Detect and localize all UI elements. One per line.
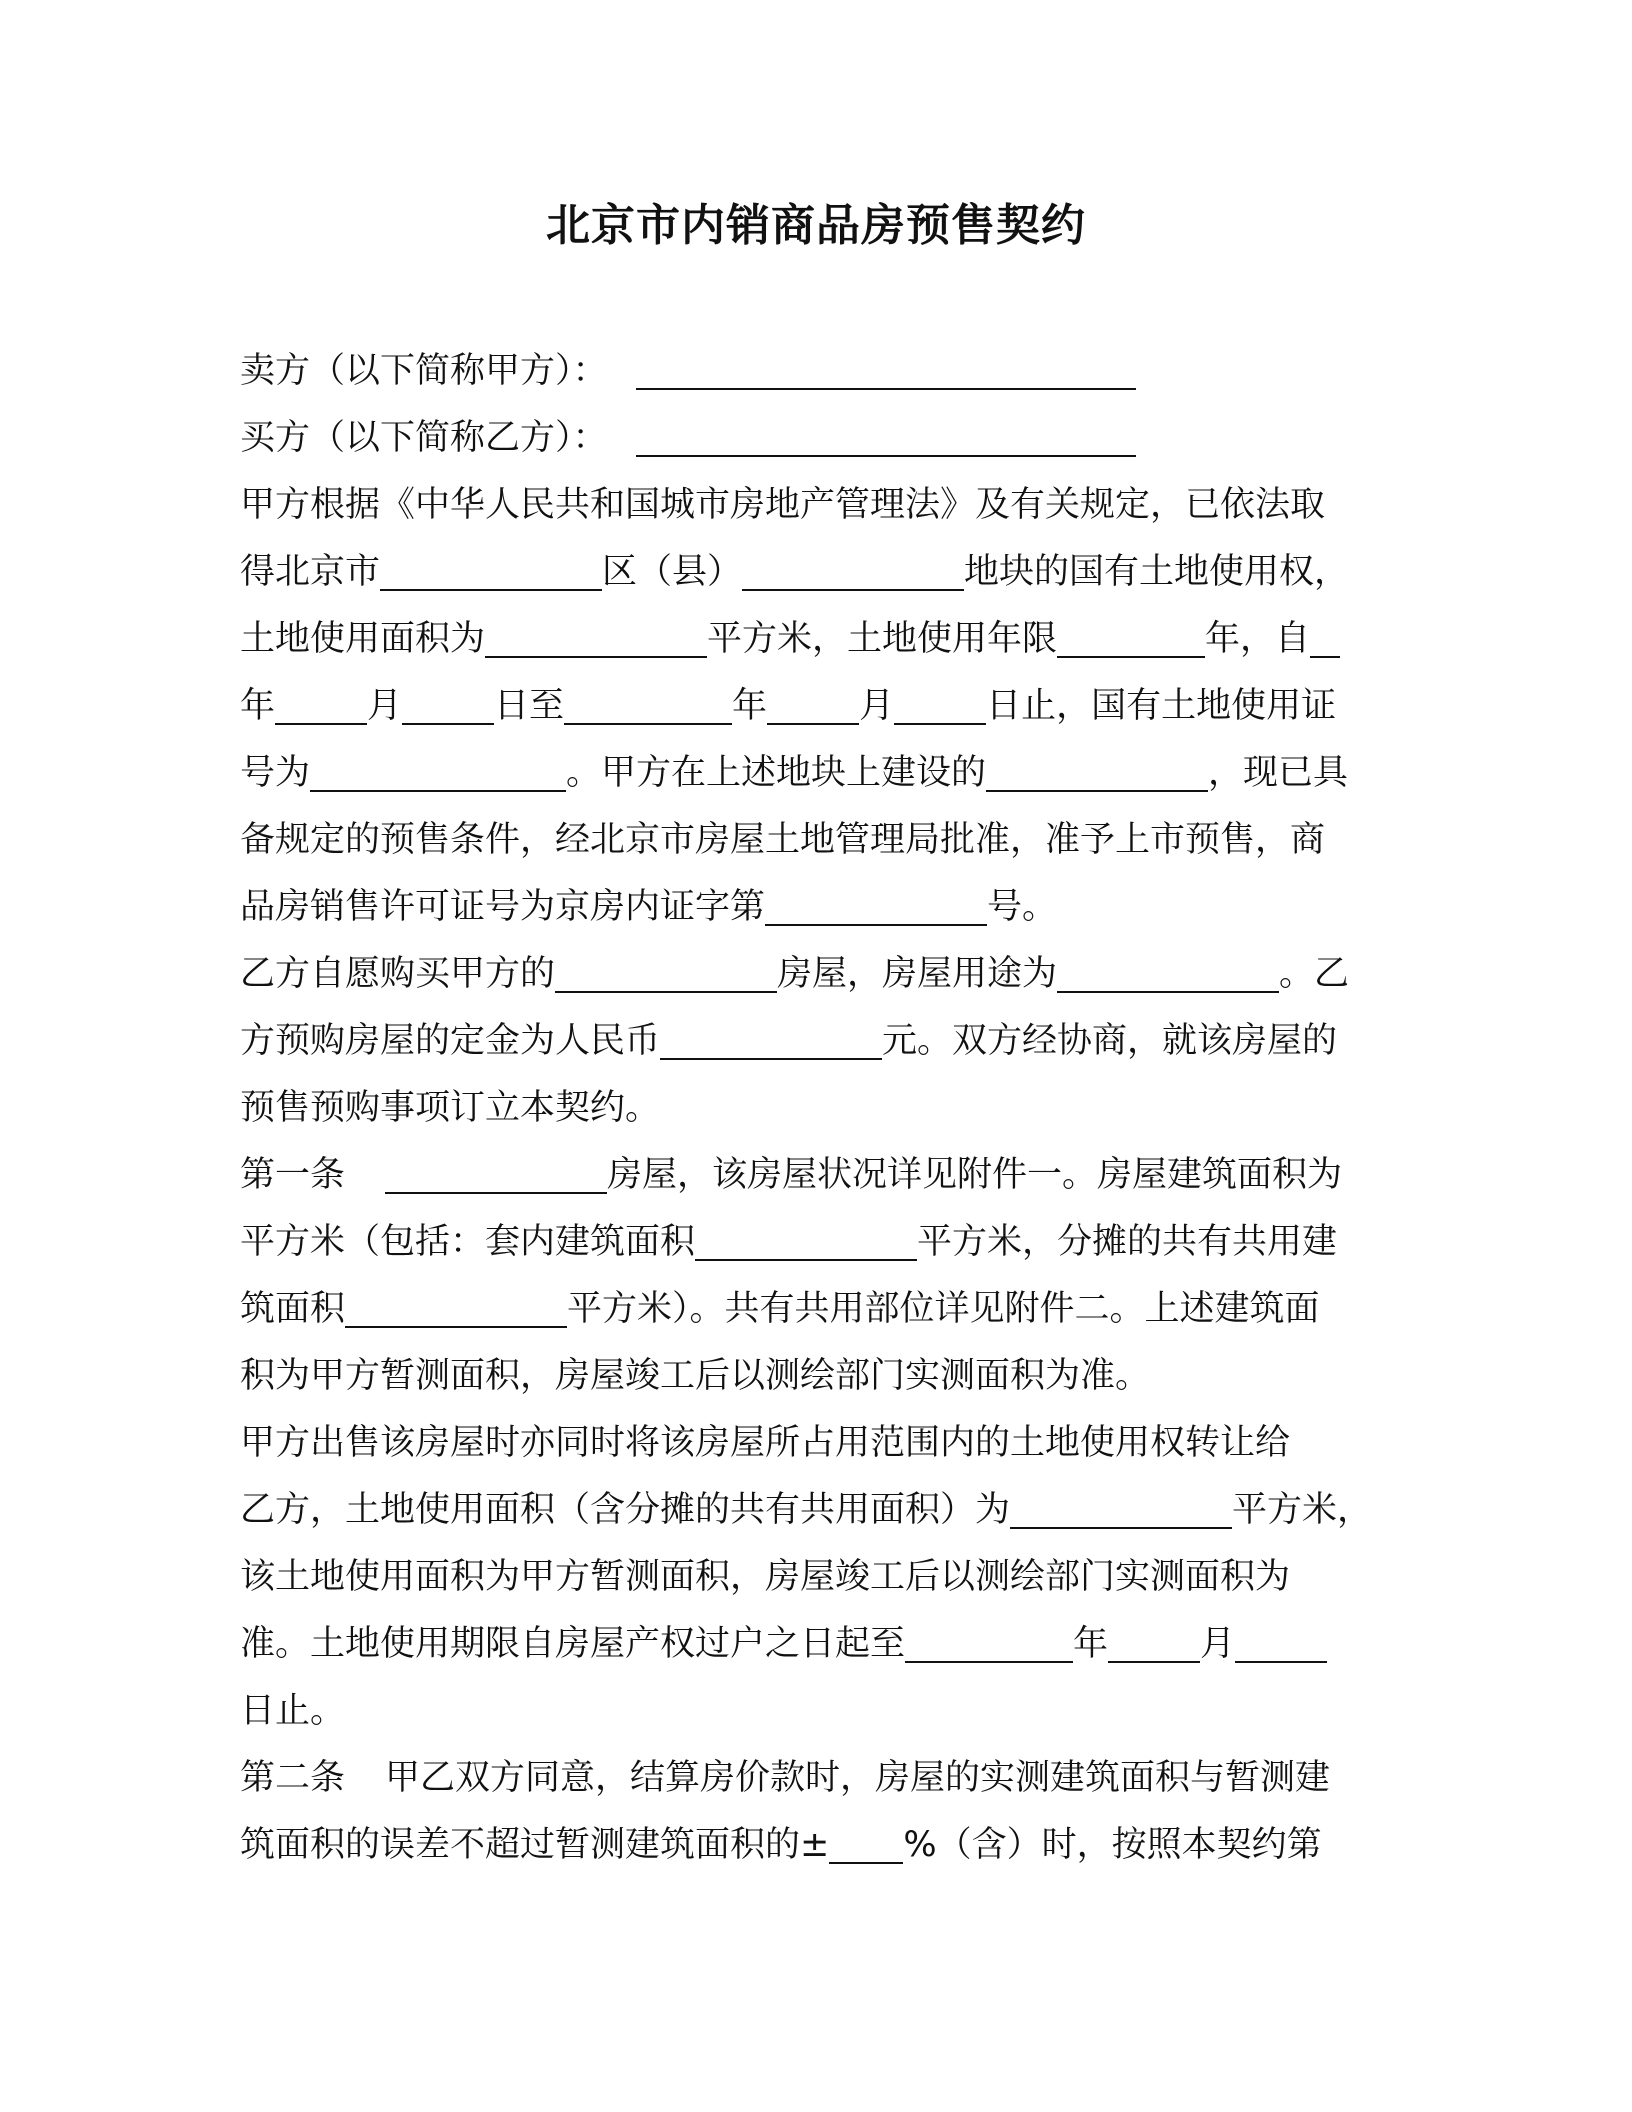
text-segment: 元。双方经协商，就该房屋的 <box>882 1021 1338 1061</box>
text-segment: 土地使用面积为 <box>240 619 486 659</box>
text-segment: 预售预购事项订立本契约。 <box>240 1088 661 1128</box>
article-one-house-blank[interactable] <box>385 1152 607 1194</box>
building-name-blank[interactable] <box>986 750 1208 792</box>
text-segment: 得北京市 <box>240 552 381 592</box>
term-end-month-blank[interactable] <box>1108 1621 1200 1663</box>
text-segment: 日至 <box>494 686 565 726</box>
contract-body <box>240 338 1390 1879</box>
area-error-percent-blank[interactable] <box>829 1822 903 1864</box>
end-day-blank[interactable] <box>894 683 986 725</box>
paragraph-line <box>240 472 1390 539</box>
paragraph-line <box>240 673 1390 740</box>
text-segment: 日止，国有土地使用证 <box>986 686 1337 726</box>
land-area-blank[interactable] <box>485 616 707 658</box>
end-year-blank[interactable] <box>564 683 732 725</box>
sales-permit-number-blank[interactable] <box>765 884 987 926</box>
district-blank[interactable] <box>380 549 602 591</box>
document-title: 北京市内销商品房预售契约 <box>546 200 1086 251</box>
text-segment: 品房销售许可证号为京房内证字第 <box>240 887 766 927</box>
paragraph-line <box>240 1209 1390 1276</box>
paragraph-line <box>240 539 1390 606</box>
text-segment: 月 <box>859 686 895 726</box>
text-segment: 方预购房屋的定金为人民币 <box>240 1021 661 1061</box>
transfer-land-area-blank[interactable] <box>1010 1487 1232 1529</box>
paragraph-line <box>240 874 1390 941</box>
text-segment: 年 <box>732 686 768 726</box>
text-segment: 积为甲方暂测面积，房屋竣工后以测绘部门实测面积为准。 <box>240 1356 1151 1396</box>
article-two-line <box>240 1745 1390 1812</box>
paragraph-line <box>240 1544 1390 1611</box>
text-segment: 平方米，土地使用年限 <box>707 619 1058 659</box>
paragraph-line <box>240 1678 1390 1745</box>
end-month-blank[interactable] <box>767 683 859 725</box>
text-segment: 甲方根据《中华人民共和国城市房地产管理法》及有关规定，已依法取 <box>240 485 1326 525</box>
text-segment: 平方米）。共有共用部位详见附件二。上述建筑面 <box>567 1289 1320 1329</box>
text-segment: 平方米， <box>1232 1490 1373 1530</box>
text-segment: 乙方自愿购买甲方的 <box>240 954 556 994</box>
buyer-name-blank[interactable] <box>636 415 1136 457</box>
seller-name-blank[interactable] <box>636 348 1136 390</box>
text-segment: 房屋，该房屋状况详见附件一。房屋建筑面积为 <box>607 1155 1343 1195</box>
text-segment: 甲乙双方同意，结算房价款时，房屋的实测建筑面积与暂测建 <box>385 1758 1331 1798</box>
paragraph-line <box>240 1410 1390 1477</box>
shared-area-blank[interactable] <box>345 1286 567 1328</box>
text-segment: 准。土地使用期限自房屋产权过户之日起至 <box>240 1624 906 1664</box>
paragraph-line <box>240 1008 1390 1075</box>
text-segment: 日止。 <box>240 1691 346 1731</box>
paragraph-line <box>240 1812 1390 1879</box>
text-segment: 月 <box>367 686 403 726</box>
text-segment: 平方米（包括：套内建筑面积 <box>240 1222 696 1262</box>
paragraph-line <box>240 1075 1390 1142</box>
text-segment: 年 <box>1073 1624 1109 1664</box>
plot-blank[interactable] <box>742 549 964 591</box>
house-use-blank[interactable] <box>1057 951 1279 993</box>
text-segment: 乙方，土地使用面积（含分摊的共有共用面积）为 <box>240 1490 1011 1530</box>
start-day-blank[interactable] <box>402 683 494 725</box>
article-one-line <box>240 1142 1390 1209</box>
house-blank[interactable] <box>555 951 777 993</box>
text-segment: 房屋，房屋用途为 <box>777 954 1058 994</box>
paragraph-line <box>240 941 1390 1008</box>
start-month-blank[interactable] <box>275 683 367 725</box>
text-segment: 筑面积 <box>240 1289 346 1329</box>
seller-label: 卖方（以下简称甲方）： <box>240 351 608 391</box>
inner-area-blank[interactable] <box>695 1219 917 1261</box>
text-segment: 备规定的预售条件，经北京市房屋土地管理局批准，准予上市预售，商 <box>240 820 1326 860</box>
text-segment: 号。 <box>987 887 1058 927</box>
term-end-year-blank[interactable] <box>905 1621 1073 1663</box>
text-segment: 。乙 <box>1279 954 1350 994</box>
paragraph-line <box>240 740 1390 807</box>
text-segment: 平方米，分摊的共有共用建 <box>917 1222 1338 1262</box>
paragraph-line <box>240 807 1390 874</box>
text-segment: ，现已具 <box>1208 753 1349 793</box>
text-segment: %（含）时，按照本契约第 <box>903 1825 1322 1865</box>
paragraph-line <box>240 1477 1390 1544</box>
text-segment: 筑面积的误差不超过暂测建筑面积的± <box>240 1825 830 1865</box>
text-segment: 年，自 <box>1205 619 1311 659</box>
text-segment: 该土地使用面积为甲方暂测面积，房屋竣工后以测绘部门实测面积为 <box>240 1557 1291 1597</box>
term-end-day-blank[interactable] <box>1235 1621 1327 1663</box>
article-heading: 第二条 <box>240 1758 346 1798</box>
text-segment: 月 <box>1200 1624 1236 1664</box>
text-segment: 甲方出售该房屋时亦同时将该房屋所占用范围内的土地使用权转让给 <box>240 1423 1291 1463</box>
paragraph-line <box>240 1611 1390 1678</box>
start-year-blank[interactable] <box>1310 616 1340 658</box>
article-heading: 第一条 <box>240 1155 346 1195</box>
deposit-amount-blank[interactable] <box>660 1018 882 1060</box>
text-segment: 。甲方在上述地块上建设的 <box>566 753 987 793</box>
paragraph-line <box>240 1343 1390 1410</box>
buyer-label: 买方（以下简称乙方）： <box>240 418 608 458</box>
paragraph-line <box>240 1276 1390 1343</box>
seller-line <box>240 338 1390 405</box>
paragraph-line <box>240 606 1390 673</box>
text-segment: 号为 <box>240 753 311 793</box>
land-term-blank[interactable] <box>1057 616 1205 658</box>
land-cert-number-blank[interactable] <box>310 750 566 792</box>
text-segment: 区（县） <box>602 552 743 592</box>
buyer-line <box>240 405 1390 472</box>
text-segment: 年 <box>240 686 276 726</box>
text-segment: 地块的国有土地使用权， <box>964 552 1350 592</box>
